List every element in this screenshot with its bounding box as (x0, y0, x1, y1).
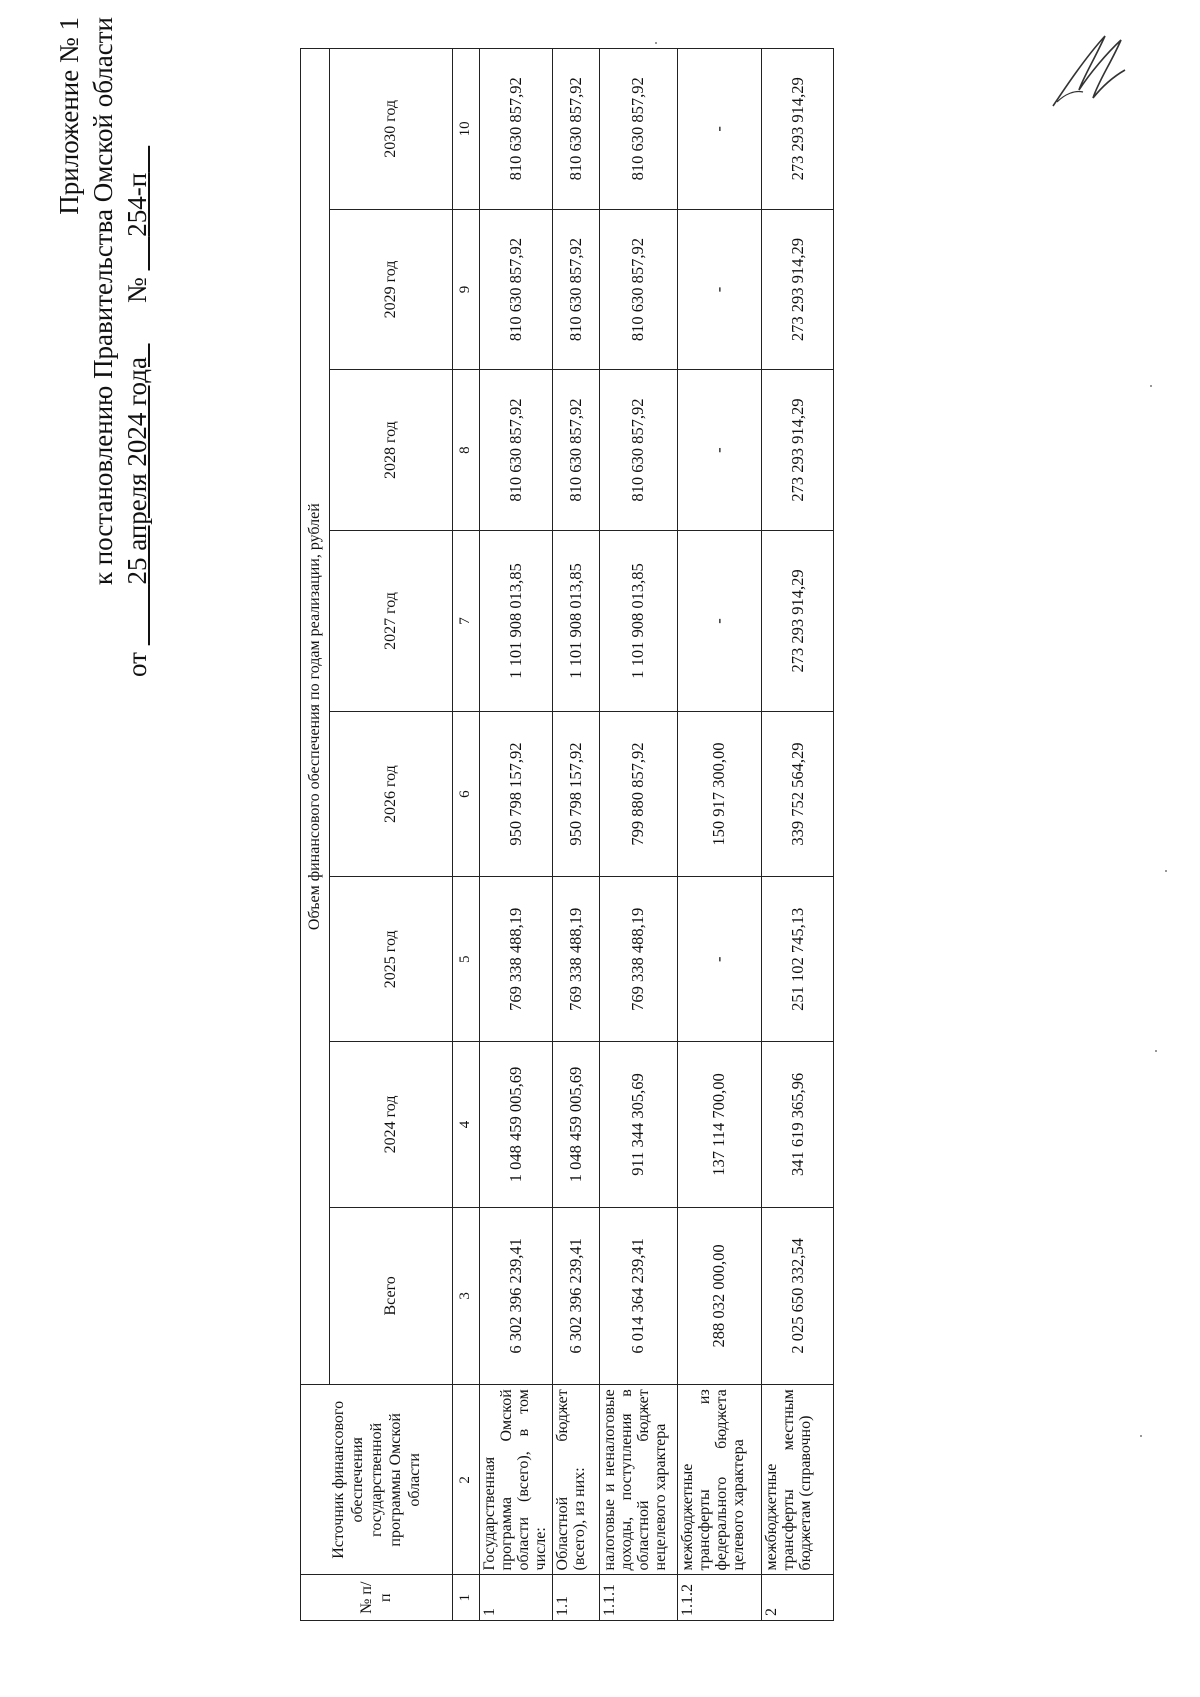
row-total: 6 014 364 239,41 (599, 1207, 677, 1385)
header-year: 2030 год (329, 49, 452, 210)
column-number: 2 (452, 1385, 479, 1575)
header-total: Всего (329, 1207, 452, 1385)
column-number: 3 (452, 1207, 479, 1385)
table-row (762, 49, 834, 1621)
header-num: № п/п (301, 1575, 453, 1621)
row-year-value: 769 338 488,19 (599, 877, 677, 1042)
row-year-value: - (677, 530, 761, 711)
column-number: 8 (452, 370, 479, 531)
number-underline-lead (122, 237, 152, 271)
row-year-value: 810 630 857,92 (599, 209, 677, 370)
table-row (677, 49, 761, 1621)
row-total: 2 025 650 332,54 (762, 1207, 834, 1385)
header-volume-group: Объем финансового обеспечения по годам реализации, рублей (301, 49, 330, 1385)
row-year-value: 1 101 908 013,85 (599, 530, 677, 711)
row-year-value: 150 917 300,00 (677, 712, 761, 877)
row-year-value: 1 048 459 005,69 (479, 1042, 552, 1207)
number-label: № (122, 277, 152, 303)
row-year-value: 137 114 700,00 (677, 1042, 761, 1207)
row-number: 1.1.1 (599, 1575, 677, 1621)
row-number: 1 (479, 1575, 552, 1621)
row-year-value: 251 102 745,13 (762, 877, 834, 1042)
row-year-value: - (677, 370, 761, 531)
row-year-value: 911 344 305,69 (599, 1042, 677, 1207)
row-year-value: 1 101 908 013,85 (552, 530, 599, 711)
number-underline-tail (122, 146, 152, 173)
row-year-value: 810 630 857,92 (479, 370, 552, 531)
row-year-value: 273 293 914,29 (762, 49, 834, 210)
row-year-value: 339 752 564,29 (762, 712, 834, 877)
date-underline-tail (122, 343, 152, 357)
row-year-value: 341 619 365,96 (762, 1042, 834, 1207)
header-row (301, 49, 330, 1621)
column-number: 10 (452, 49, 479, 210)
row-year-value: - (677, 49, 761, 210)
table-row (479, 49, 552, 1621)
row-number: 1.1 (552, 1575, 599, 1621)
header-year: 2027 год (329, 530, 452, 711)
table-body (301, 49, 834, 1621)
column-number-row (452, 49, 479, 1621)
header-source: Источник финансового обеспечения государственной программы Омской области (301, 1385, 453, 1575)
appendix-title: Приложение № 1 (54, 17, 84, 215)
row-source: Областной бюджет (всего), из них: (552, 1385, 599, 1575)
row-number: 1.1.2 (677, 1575, 761, 1621)
row-number: 2 (762, 1575, 834, 1621)
column-number: 7 (452, 530, 479, 711)
row-year-value: 810 630 857,92 (599, 49, 677, 210)
row-year-value: 769 338 488,19 (479, 877, 552, 1042)
header-year: 2029 год (329, 209, 452, 370)
financing-table (300, 48, 834, 1621)
row-source: межбюджетные трансферты местным бюджетам (справочно) (762, 1385, 834, 1575)
row-year-value: - (677, 877, 761, 1042)
row-source: налоговые и неналоговые доходы, поступления в областной бюджет нецелевого характера (599, 1385, 677, 1575)
row-year-value: 950 798 157,92 (552, 712, 599, 877)
header-row (329, 49, 452, 1621)
row-total: 6 302 396 239,41 (479, 1207, 552, 1385)
appendix-date: 25 апреля 2024 года (122, 356, 152, 585)
table-row (599, 49, 677, 1621)
row-year-value: 1 048 459 005,69 (552, 1042, 599, 1207)
row-year-value: 950 798 157,92 (479, 712, 552, 877)
row-year-value: 273 293 914,29 (762, 370, 834, 531)
row-year-value: 810 630 857,92 (552, 370, 599, 531)
row-year-value: 810 630 857,92 (479, 209, 552, 370)
row-year-value: 769 338 488,19 (552, 877, 599, 1042)
row-year-value: 810 630 857,92 (552, 49, 599, 210)
appendix-header (52, 17, 154, 697)
row-source: межбюджетные трансферты из федерального бюджета целевого характера (677, 1385, 761, 1575)
row-year-value: - (677, 209, 761, 370)
row-year-value: 810 630 857,92 (552, 209, 599, 370)
row-year-value: 273 293 914,29 (762, 530, 834, 711)
header-year: 2028 год (329, 370, 452, 531)
row-year-value: 799 880 857,92 (599, 712, 677, 877)
row-year-value: 810 630 857,92 (599, 370, 677, 531)
column-number: 6 (452, 712, 479, 877)
row-total: 288 032 000,00 (677, 1207, 761, 1385)
row-total: 6 302 396 239,41 (552, 1207, 599, 1385)
column-number: 4 (452, 1042, 479, 1207)
column-number: 9 (452, 209, 479, 370)
from-label: от (122, 652, 152, 677)
appendix-date-line (120, 17, 154, 697)
appendix-number: 254-п (122, 172, 152, 237)
appendix-subtitle: к постановлению Правительства Омской области (88, 17, 118, 586)
row-year-value: 273 293 914,29 (762, 209, 834, 370)
column-number: 1 (452, 1575, 479, 1621)
header-year: 2024 год (329, 1042, 452, 1207)
header-year: 2025 год (329, 877, 452, 1042)
table-row (552, 49, 599, 1621)
row-source: Государственная программа Омской области (всего), в том числе: (479, 1385, 552, 1575)
header-year: 2026 год (329, 712, 452, 877)
row-year-value: 1 101 908 013,85 (479, 530, 552, 711)
column-number: 5 (452, 877, 479, 1042)
date-underline-lead (122, 585, 152, 646)
row-year-value: 810 630 857,92 (479, 49, 552, 210)
